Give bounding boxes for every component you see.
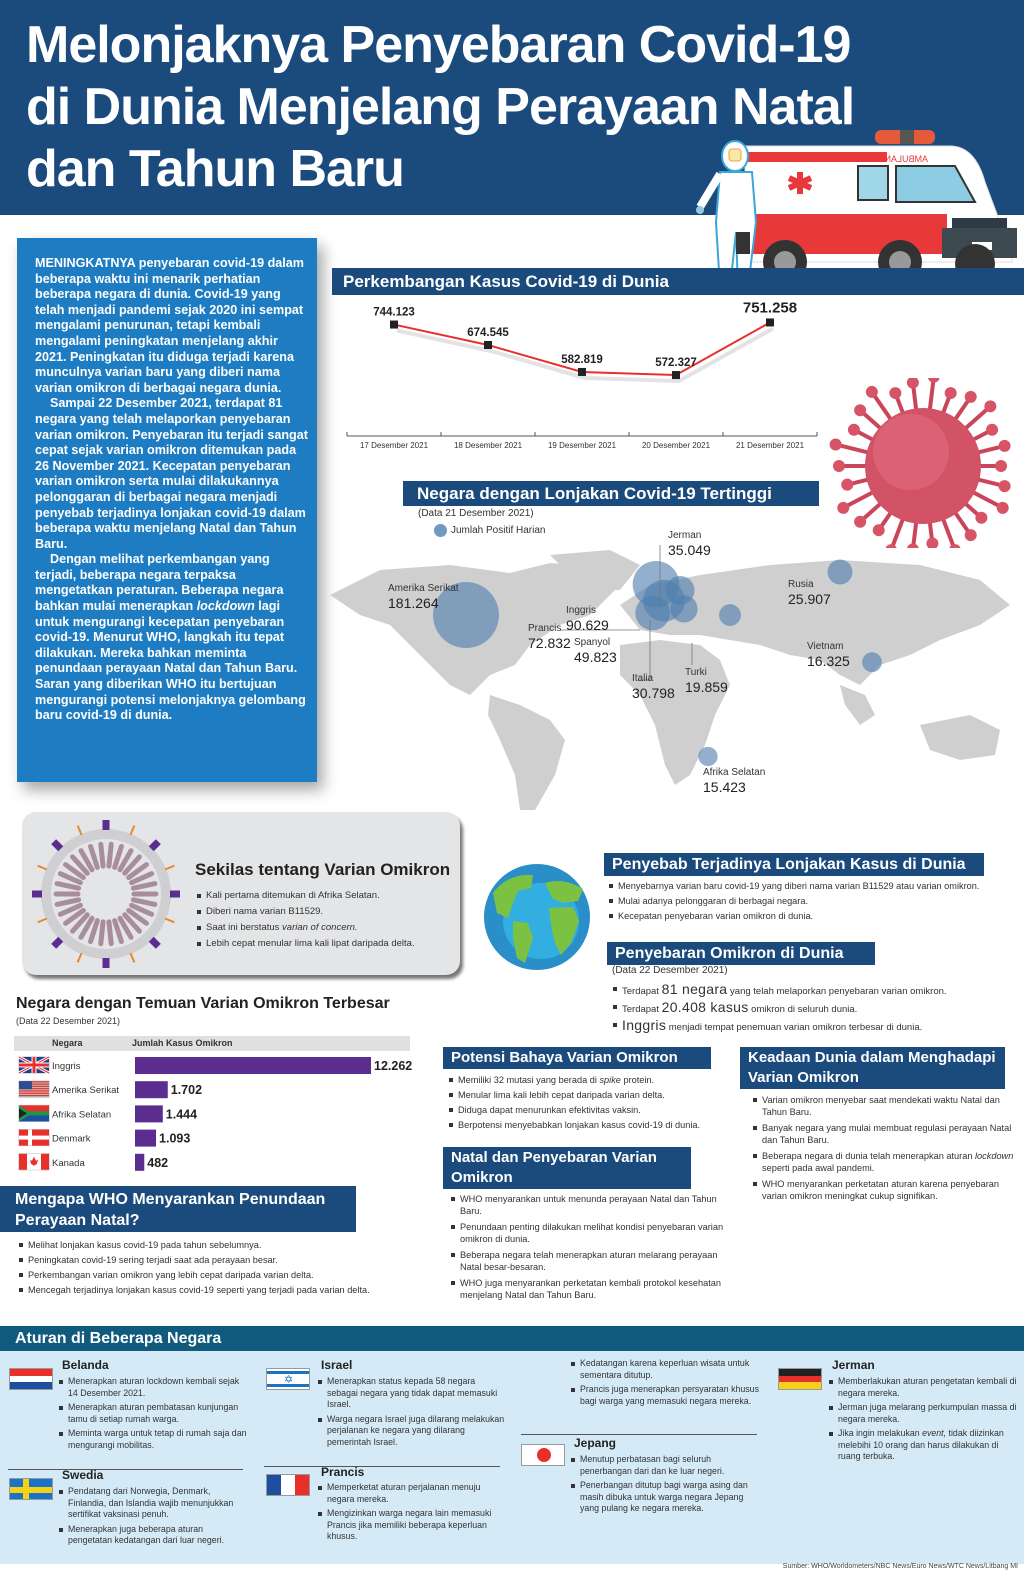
list-item: Pendatang dari Norwegia, Denmark, Finlandia, dan Islandia wajib menunjukkan sertifikat vaksinasi penuh. bbox=[58, 1486, 248, 1521]
list-item: Menerapkan aturan lockdown kembali sejak 14 Desember 2021. bbox=[58, 1376, 248, 1399]
list-item: Banyak negara yang mulai membuat regulasi perayaan Natal dan Tahun Baru. bbox=[752, 1122, 1022, 1146]
list-item: Memperketat aturan perjalanan menuju negara mereka. bbox=[317, 1482, 507, 1505]
country-name-prancis: Prancis bbox=[321, 1465, 365, 1479]
data-point bbox=[578, 368, 586, 376]
list-item: Warga negara Israel juga dilarang melakukan perjalanan ke negara yang dilarang pemerintah Israel. bbox=[317, 1414, 507, 1449]
sweden-flag-icon bbox=[9, 1478, 53, 1500]
country-name-jepang: Jepang bbox=[574, 1436, 617, 1450]
list-item: Lebih cepat menular lima kali lipat daripada delta. bbox=[196, 938, 456, 950]
causes-heading: Penyebab Terjadinya Lonjakan Kasus di Dunia bbox=[604, 853, 984, 876]
uk-flag-icon bbox=[19, 1057, 50, 1074]
country-name: Turki bbox=[685, 667, 707, 678]
country-rules-heading: Aturan di Beberapa Negara bbox=[0, 1326, 1024, 1351]
line-chart bbox=[332, 296, 832, 456]
list-item: Perkembangan varian omikron yang lebih cepat daripada varian delta. bbox=[18, 1269, 378, 1281]
spread-heading: Penyebaran Omikron di Dunia bbox=[607, 942, 875, 965]
country-value: 25.907 bbox=[788, 591, 831, 607]
omicron-facts-list bbox=[196, 890, 456, 954]
country-value: 19.859 bbox=[685, 679, 728, 695]
country-value: 72.832 bbox=[528, 635, 571, 651]
data-point bbox=[484, 341, 492, 349]
bar-value-label: 12.262 bbox=[374, 1059, 413, 1073]
country-name-swedia: Swedia bbox=[62, 1468, 104, 1482]
category-label: Denmark bbox=[52, 1133, 91, 1145]
list-item: Mengizinkan warga negara lain memasuki Prancis jika memiliki beberapa keperluan khusus. bbox=[317, 1508, 507, 1543]
world-state-list bbox=[752, 1094, 1022, 1206]
germany-flag-icon bbox=[778, 1368, 822, 1390]
intro-paragraph-1: MENINGKATNYA penyebaran covid-19 dalam beberapa waktu ini menarik perhatian beberapa negara di dunia. Covid-19 yang telah menjadi pandemi sejak 2020 ini sempat mengalami penurunan, tetapi kembali mengalami peningkatan menjelang akhir 2021. Peningkatan itu diduga terjadi karena munculnya varian baru yang diberi nama varian omikron di berbagai negara dunia. bbox=[35, 256, 304, 395]
country-name-israel: Israel bbox=[321, 1358, 353, 1372]
divider bbox=[8, 1469, 243, 1470]
bubble-rusia bbox=[828, 560, 853, 585]
country-value: 35.049 bbox=[668, 542, 711, 558]
legend-circle-icon bbox=[434, 524, 447, 537]
list-item: Menerapkan aturan pembatasan kunjungan tamu di setiap rumah warga. bbox=[58, 1402, 248, 1425]
list-item: Mulai adanya pelonggaran di berbagai negara. bbox=[608, 895, 1024, 907]
data-label: 744.123 bbox=[373, 306, 415, 319]
list-item: Menyebarnya varian baru covid-19 yang diberi nama varian B11529 atau varian omikron. bbox=[608, 880, 1024, 892]
country-name: Spanyol bbox=[574, 637, 611, 648]
bubble-turki bbox=[719, 604, 741, 626]
bubble-italia bbox=[670, 595, 697, 622]
list-item: Memberlakukan aturan pengetatan kembali di negara mereka. bbox=[828, 1376, 1018, 1399]
data-point bbox=[766, 318, 774, 326]
bar-value-label: 1.444 bbox=[165, 1107, 198, 1122]
japan-flag-icon bbox=[521, 1444, 565, 1466]
data-point bbox=[390, 321, 398, 329]
list-item: Prancis juga menerapkan persyaratan khusus bagi warga yang memasuki negara mereka. bbox=[570, 1384, 760, 1407]
france-flag-icon bbox=[266, 1474, 310, 1496]
causes-list bbox=[608, 880, 1024, 925]
country-name: Inggris bbox=[566, 605, 597, 616]
list-item: Terdapat 81 negara yang telah melaporkan penyebaran varian omikron. bbox=[612, 983, 1022, 998]
virus-illustration bbox=[828, 378, 1018, 548]
world-state-heading: Keadaan Dunia dalam Menghadapi Varian Omikron bbox=[740, 1047, 1005, 1089]
list-item: Penerbangan ditutup bagi warga asing dan masih dibuka untuk warga negara Jepang yang pulang ke negara mereka. bbox=[570, 1480, 760, 1515]
dk-flag-icon bbox=[19, 1129, 50, 1146]
map-label bbox=[807, 641, 850, 669]
list-item: WHO juga menyarankan perketatan kembali protokol kesehatan menjelang Natal dan Tahun Baru. bbox=[450, 1277, 730, 1301]
map-label bbox=[788, 579, 831, 607]
country-value: 90.629 bbox=[566, 617, 609, 633]
list-item: Diduga dapat menurunkan efektivitas vaksin. bbox=[448, 1104, 733, 1116]
title-line: dan Tahun Baru bbox=[26, 140, 404, 198]
x-tick-label: 20 Desember 2021 bbox=[641, 441, 711, 450]
series-line bbox=[394, 322, 770, 375]
list-item: Melihat lonjakan kasus covid-19 pada tahun sebelumnya. bbox=[18, 1239, 378, 1251]
list-item: Penundaan penting dilakukan melihat kondisi penyebaran varian omikron di dunia. bbox=[450, 1221, 730, 1245]
christmas-heading: Natal dan Penyebaran Varian Omikron bbox=[443, 1147, 691, 1189]
source-credit: Sumber: WHO/Worldometers/NBC News/Euro News/WTC News/Litbang MI bbox=[782, 1563, 1018, 1570]
list-item: Memiliki 32 mutasi yang berada di spike protein. bbox=[448, 1074, 733, 1086]
list-item: Berpotensi menyebabkan lonjakan kasus covid-19 di dunia. bbox=[448, 1119, 733, 1131]
list-item: Kali pertama ditemukan di Afrika Selatan. bbox=[196, 890, 456, 902]
country-name: Prancis bbox=[528, 623, 562, 634]
divider bbox=[521, 1434, 757, 1435]
intro-paragraph-3: Dengan melihat perkembangan yang terjadi, beberapa negara terpaksa mengetatkan peraturan. Beberapa negara bahkan mulai menerapkan lockdown lagi untuk mengurangi kecepatan penyebaran covid-19. Menurut WHO, langkah itu tepat dilakukan. Mereka bahkan meminta penundaan perayaan Natal dan Tahun Baru. Saran yang diberikan WHO itu bertujuan mengurangi potensi melonjaknya gelombang baru covid-19 di dunia. bbox=[35, 552, 306, 723]
data-label: 674.545 bbox=[467, 326, 509, 339]
israel-rules-list bbox=[317, 1376, 507, 1451]
country-value: 49.823 bbox=[574, 649, 617, 665]
map-label bbox=[685, 667, 728, 695]
country-value: 181.264 bbox=[388, 595, 439, 611]
list-item: Diberi nama varian B11529. bbox=[196, 906, 456, 918]
jerman-rules-list bbox=[828, 1376, 1018, 1466]
country-name: Jerman bbox=[668, 530, 702, 541]
map-label bbox=[566, 605, 609, 633]
us-flag-icon bbox=[19, 1081, 50, 1098]
bar bbox=[135, 1154, 144, 1171]
list-item: Beberapa negara di dunia telah menerapkan aturan lockdown seperti pada awal pandemi. bbox=[752, 1150, 1022, 1174]
data-label: 572.327 bbox=[655, 357, 697, 370]
spread-list bbox=[612, 983, 1022, 1037]
title-line: Melonjaknya Penyebaran Covid-19 bbox=[26, 16, 851, 74]
map-label bbox=[703, 767, 765, 795]
list-item: WHO menyarankan perketatan aturan karena penyebaran varian omikron meningkat cukup signifikan. bbox=[752, 1178, 1022, 1202]
list-item: Kedatangan karena keperluan wisata untuk sementara ditutup. bbox=[570, 1358, 760, 1381]
line-chart-title: Perkembangan Kasus Covid-19 di Dunia bbox=[332, 268, 1024, 295]
list-item: WHO menyarankan untuk menunda perayaan Natal dan Tahun Baru. bbox=[450, 1193, 730, 1217]
country-name: Italia bbox=[632, 673, 654, 684]
why-who-list bbox=[18, 1239, 378, 1299]
list-item: Jerman juga melarang perkumpulan massa di negara mereka. bbox=[828, 1402, 1018, 1425]
ambulance-text: AMBULANCE bbox=[871, 154, 928, 164]
belanda-rules-list bbox=[58, 1376, 248, 1454]
category-label: Kanada bbox=[52, 1157, 85, 1169]
list-item: Meminta warga untuk tetap di rumah saja dan mengurangi mobilitas. bbox=[58, 1428, 248, 1451]
map-label bbox=[668, 530, 711, 558]
legend-label: Jumlah Positif Harian bbox=[451, 525, 546, 536]
x-tick-label: 17 Desember 2021 bbox=[359, 441, 429, 450]
bar bbox=[135, 1057, 371, 1074]
column-header-country: Negara bbox=[52, 1038, 83, 1048]
country-value: 15.423 bbox=[703, 779, 746, 795]
map-label bbox=[388, 583, 459, 611]
christmas-list bbox=[450, 1193, 730, 1305]
country-name-jerman: Jerman bbox=[832, 1358, 875, 1372]
bar-value-label: 1.702 bbox=[170, 1083, 203, 1098]
prancis-rules-list-cont bbox=[570, 1358, 760, 1410]
ca-flag-icon bbox=[19, 1153, 50, 1170]
intro-paragraph-2: Sampai 22 Desember 2021, terdapat 81 negara yang telah melaporkan penyebaran varian omikron. Penyebaran itu terjadi sangat cepat sejak varian omikron ditemukan pada 26 November 2021. Kecepatan penyebaran varian omikron serta mulai dilakukannya pelonggaran di berbagai negara menjadi penyebab terjadinya lonjakan covid-19 dalam beberapa waktu menjelang Natal dan Tahun Baru. bbox=[35, 396, 308, 551]
map-title: Negara dengan Lonjakan Covid-19 Tertinggi bbox=[403, 481, 819, 506]
why-who-heading: Mengapa WHO Menyarankan Penundaan Perayaan Natal? bbox=[0, 1186, 356, 1232]
bubble-vietnam bbox=[862, 652, 882, 672]
list-item: Menerapkan juga beberapa aturan pengetatan kedatangan dari luar negeri. bbox=[58, 1524, 248, 1547]
bar-chart bbox=[14, 1053, 434, 1175]
list-item: Terdapat 20.408 kasus omikron di seluruh dunia. bbox=[612, 1001, 1022, 1016]
danger-list bbox=[448, 1074, 733, 1134]
category-label: Amerika Serikat bbox=[52, 1085, 120, 1097]
bar-chart-subtitle: (Data 22 Desember 2021) bbox=[16, 1016, 121, 1026]
map-label bbox=[574, 637, 617, 665]
list-item: Menutup perbatasan bagi seluruh penerbangan dari dan ke luar negeri. bbox=[570, 1454, 760, 1477]
title-line: di Dunia Menjelang Perayaan Natal bbox=[26, 78, 855, 136]
divider bbox=[264, 1466, 500, 1467]
map-subtitle: (Data 21 Desember 2021) bbox=[418, 508, 534, 519]
list-item: Inggris menjadi tempat penemuan varian omikron terbesar di dunia. bbox=[612, 1019, 1022, 1034]
country-name: Rusia bbox=[788, 579, 814, 590]
globe-icon bbox=[483, 863, 591, 971]
list-item: Jika ingin melakukan event, tidak diizinkan melebihi 10 orang dan harus dilakukan di ruang terbuka. bbox=[828, 1428, 1018, 1463]
prancis-rules-list bbox=[317, 1482, 507, 1546]
map-legend bbox=[434, 524, 545, 537]
danger-heading: Potensi Bahaya Varian Omikron bbox=[443, 1047, 711, 1069]
list-item: Varian omikron menyebar saat mendekati waktu Natal dan Tahun Baru. bbox=[752, 1094, 1022, 1118]
x-tick-label: 18 Desember 2021 bbox=[453, 441, 523, 450]
bar-value-label: 1.093 bbox=[159, 1131, 191, 1146]
list-item: Menular lima kali lebih cepat daripada varian delta. bbox=[448, 1089, 733, 1101]
bar bbox=[135, 1105, 163, 1122]
spread-subtitle: (Data 22 Desember 2021) bbox=[612, 965, 728, 976]
list-item: Beberapa negara telah menerapkan aturan melarang perayaan Natal besar-besaran. bbox=[450, 1249, 730, 1273]
bubble-spanyol bbox=[635, 596, 670, 631]
bar-value-label: 482 bbox=[147, 1155, 169, 1170]
data-label: 582.819 bbox=[561, 353, 603, 366]
bar-chart-header bbox=[14, 1036, 410, 1051]
swedia-rules-list bbox=[58, 1486, 248, 1550]
list-item: Menerapkan status kepada 58 negara sebagai negara yang tidak dapat memasuki Israel. bbox=[317, 1376, 507, 1411]
column-header-value: Jumlah Kasus Omikron bbox=[132, 1038, 233, 1048]
data-label: 751.258 bbox=[742, 299, 798, 317]
bar bbox=[135, 1130, 156, 1147]
intro-text-box bbox=[17, 238, 317, 782]
category-label: Inggris bbox=[52, 1061, 81, 1072]
x-tick-label: 19 Desember 2021 bbox=[547, 441, 617, 450]
x-tick-label: 21 Desember 2021 bbox=[735, 441, 805, 450]
country-name: Amerika Serikat bbox=[388, 583, 459, 594]
omicron-virus-diagram bbox=[30, 818, 182, 970]
list-item: Peningkatan covid-19 sering terjadi saat ada perayaan besar. bbox=[18, 1254, 378, 1266]
country-name: Afrika Selatan bbox=[703, 767, 766, 778]
za-flag-icon bbox=[19, 1105, 50, 1122]
category-label: Afrika Selatan bbox=[52, 1109, 112, 1121]
bar bbox=[135, 1081, 168, 1098]
omicron-card-title: Sekilas tentang Varian Omikron bbox=[195, 860, 451, 879]
bubble-afrika-selatan bbox=[698, 747, 717, 766]
list-item: Mencegah terjadinya lonjakan kasus covid-19 seperti yang terjadi pada varian delta. bbox=[18, 1284, 378, 1296]
israel-flag-icon: ✡ bbox=[266, 1368, 310, 1390]
map-label bbox=[528, 623, 571, 651]
list-item: Kecepatan penyebaran varian omikron di dunia. bbox=[608, 910, 1024, 922]
data-point bbox=[672, 371, 680, 379]
country-name: Vietnam bbox=[807, 641, 844, 652]
bar-chart-title: Negara dengan Temuan Varian Omikron Terbesar bbox=[16, 995, 390, 1012]
country-value: 30.798 bbox=[632, 685, 675, 701]
list-item: Saat ini berstatus varian of concern. bbox=[196, 922, 456, 934]
country-value: 16.325 bbox=[807, 653, 850, 669]
country-name-belanda: Belanda bbox=[62, 1358, 109, 1372]
netherlands-flag-icon bbox=[9, 1368, 53, 1390]
jepang-rules-list bbox=[570, 1454, 760, 1518]
map-label bbox=[632, 673, 675, 701]
